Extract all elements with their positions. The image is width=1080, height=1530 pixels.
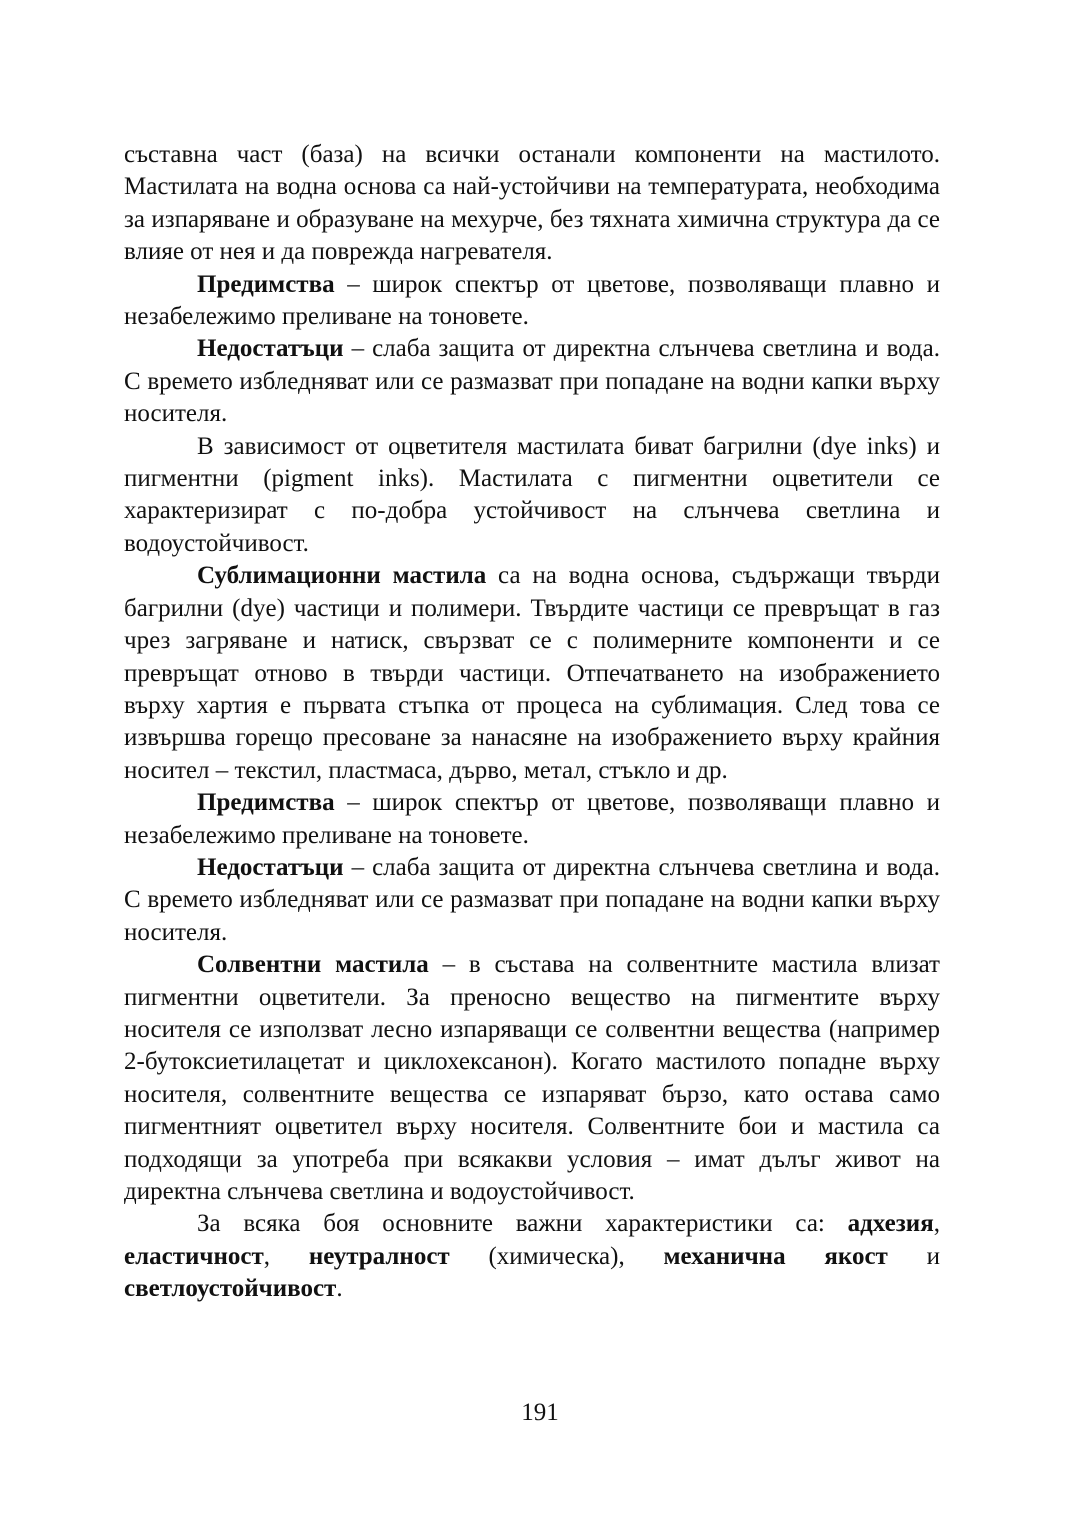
text-run: – широк спектър от цветове, позволяващи плавно и незабележимо преливане на тоновете. <box>124 789 940 849</box>
text-run: и <box>887 1242 940 1270</box>
text-run: – слаба защита от директна слънчева светлина и вода. С времето избледняват или се размазват при попадане на водни капки върху носителя. <box>124 853 940 946</box>
text-run: – широк спектър от цветове, позволяващи плавно и незабележимо преливане на тоновете. <box>124 270 940 331</box>
bold-term: Сублимационни мастила <box>197 562 487 590</box>
bold-term: светлоустойчивост <box>124 1275 337 1303</box>
text-run: – слаба защита от директна слънчева светлина и вода. С времето избледняват или се размазват при попадане на водни капки върху носителя. <box>124 335 940 428</box>
text-run: , <box>263 1242 309 1270</box>
bold-term: Солвентни мастила <box>197 951 429 979</box>
paragraph <box>124 431 940 561</box>
text-run: – в състава на солвентните мастила влизат пигментни оцветители. За преносно вещество на пигментите върху носителя се използват лесно изпаряващи се солвентни вещества (например 2-бутоксиетилацетат и циклохексанон). Когато мастилото попадне върху носителя, солвентните вещества се изпаряват бързо, като остава само пигментният оцветител върху носителя. Солвентните бои и мастила са подходящи за употреба при всякакви условия – имат дълъг живот на директна слънчева светлина и водоустойчивост. <box>124 951 940 1205</box>
paragraph <box>124 787 940 852</box>
paragraph <box>124 560 940 787</box>
text-run: са на водна основа, съдържащи твърди багрилни (dye) частици и полимери. Твърдите частици се превръщат в газ чрез загряване и натиск, свързват се с полимерните компоненти и се превръщат отново в твърди частици. Отпечатването на изображението върху хартия е първата стъпка от процеса на сублимация. След това се извършва горещо пресоване за нанасяне на изображението върху крайния носител – текстил, пластмаса, дърво, метал, стъкло и др. <box>124 562 940 784</box>
paragraph <box>124 269 940 334</box>
text-run: , <box>933 1210 940 1238</box>
text-run: В зависимост от оцветителя мастилата биват багрилни (dye inks) и пигментни (pigment inks). Мастилата с пигментни оцветители се характеризират с по-добра устойчивост на слънчева светлина и водоустойчивост. <box>124 432 940 557</box>
page-number: 191 <box>521 1399 559 1426</box>
paragraph <box>124 139 940 269</box>
bold-term: механична якост <box>663 1242 888 1270</box>
bold-term: Недостатъци <box>197 335 344 363</box>
paragraph <box>124 1208 940 1305</box>
text-run: За всяка боя основните важни характеристики са: <box>197 1210 848 1238</box>
paragraph <box>124 949 940 1208</box>
bold-term: Недостатъци <box>197 853 344 881</box>
paragraph <box>124 852 940 949</box>
text-run: . <box>336 1275 343 1303</box>
text-run: съставна част (база) на всички останали компоненти на мастилото. Мастилата на водна основа са най-устойчиви на температурата, необходима за изпаряване и образуване на мехурче, без тяхната химична структура да се влияе от нея и да поврежда нагревателя. <box>124 141 940 266</box>
bold-term: Предимства <box>197 789 335 817</box>
bold-term: неутралност <box>308 1242 450 1270</box>
paragraph <box>124 333 940 430</box>
bold-term: еластичност <box>124 1242 264 1270</box>
bold-term: Предимства <box>197 270 335 298</box>
bold-term: адхезия <box>847 1210 934 1238</box>
page-body <box>124 139 940 1306</box>
text-run: (химическа), <box>449 1242 664 1270</box>
